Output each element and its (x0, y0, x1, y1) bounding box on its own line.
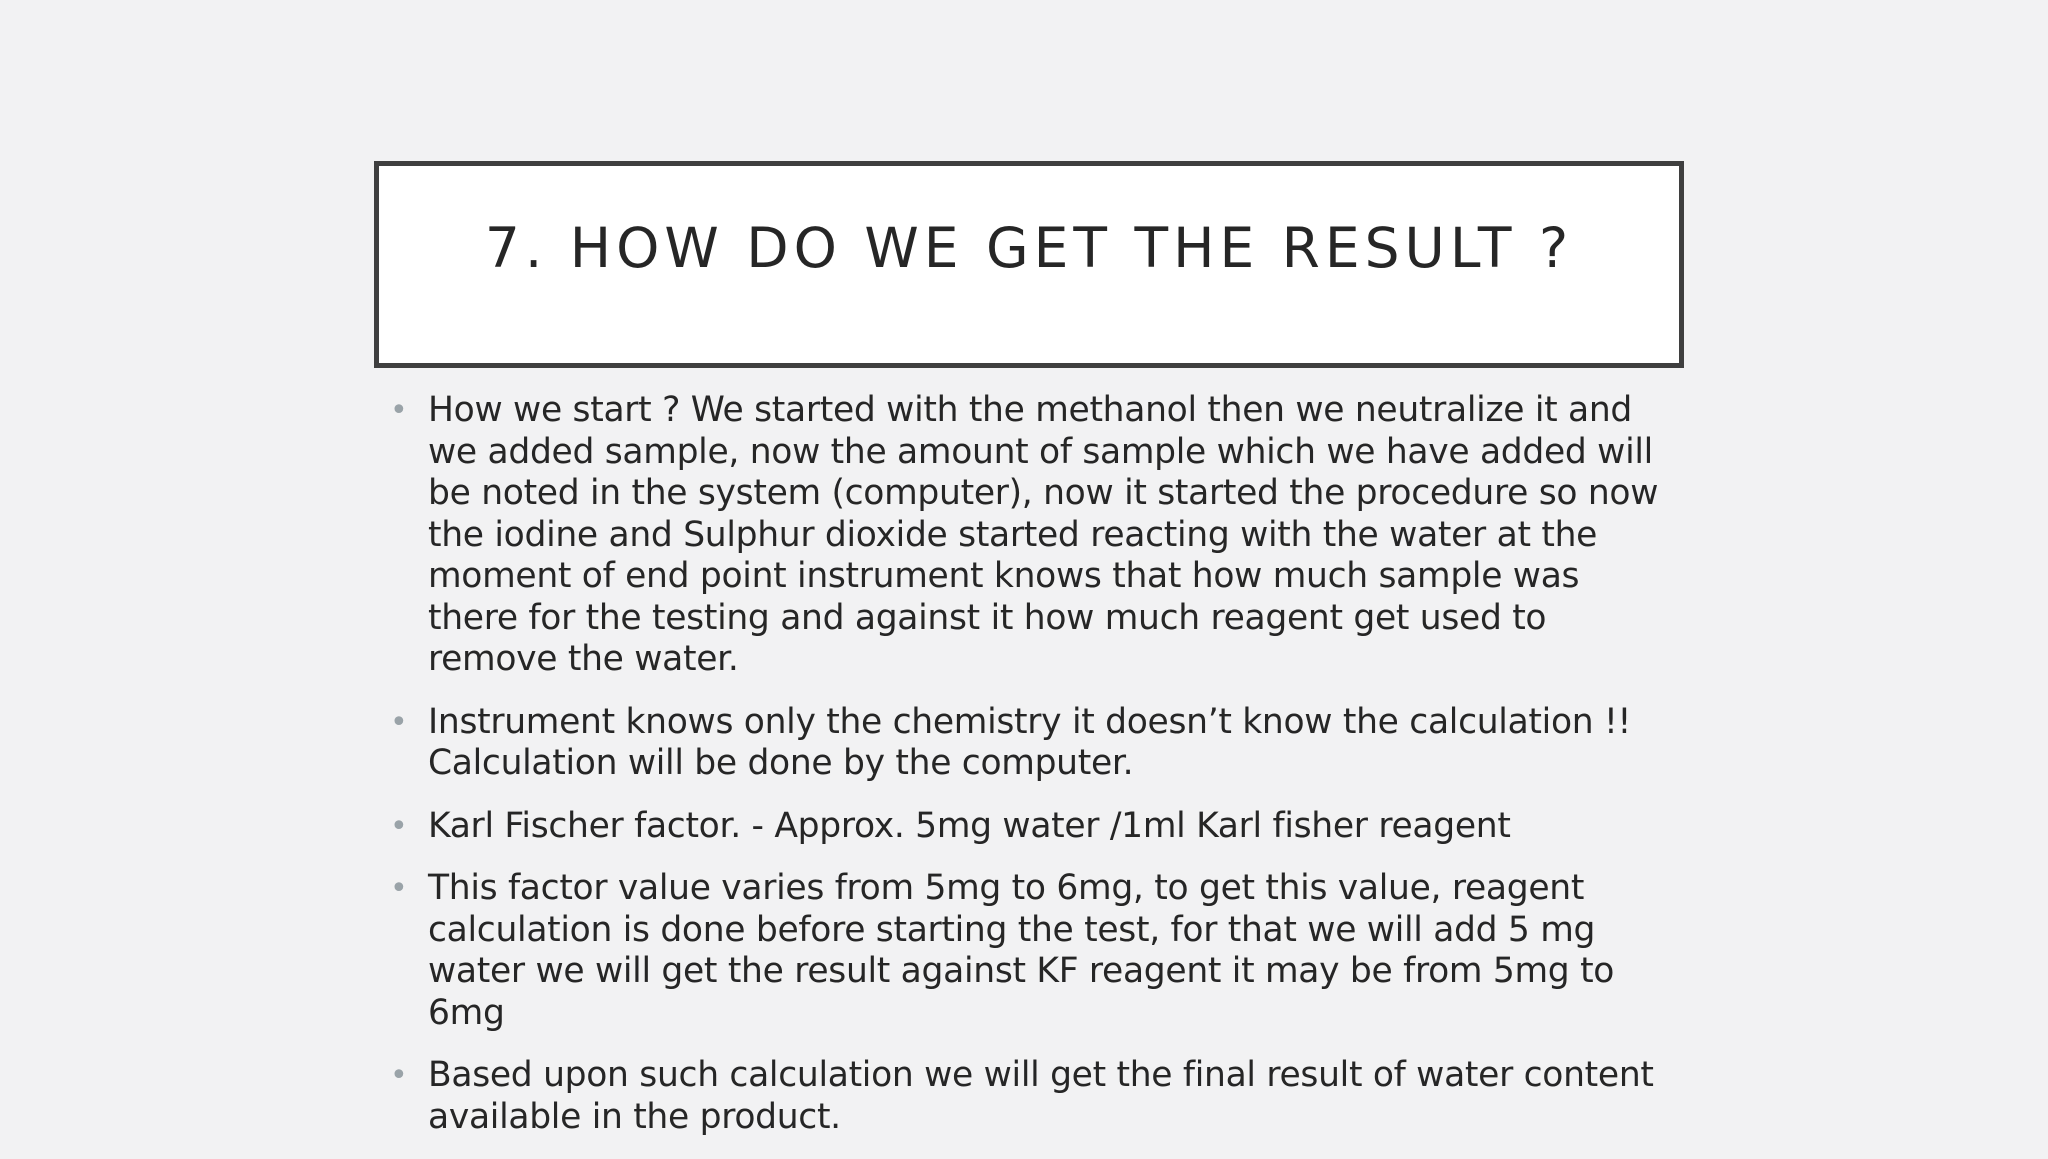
bullet-line: Based upon such calculation we will get the final result of water content (428, 1055, 1654, 1095)
title-box (374, 161, 1684, 368)
bullet-line: water we will get the result against KF reagent it may be from 5mg to (428, 951, 1615, 991)
bullet-line: there for the testing and against it how much reagent get used to (428, 597, 1547, 638)
bullet-line: This factor value varies from 5mg to 6mg, to get this value, reagent (428, 868, 1585, 908)
bullet-item (388, 702, 1688, 785)
bullet-line: How we start ? We started with the methanol then we neutralize it and (428, 390, 1633, 430)
bullet-dot-icon: • (390, 1058, 408, 1093)
bullet-line: 6mg (428, 992, 505, 1033)
bullet-line: Karl Fischer factor. - Approx. 5mg water /1ml Karl fisher reagent (428, 805, 1511, 846)
bullet-item (388, 1055, 1688, 1138)
bullet-item (388, 806, 1688, 848)
bullet-line: we added sample, now the amount of sample which we have added will (428, 431, 1653, 472)
bullet-dot-icon: • (390, 808, 408, 844)
bullet-dot-icon: • (390, 871, 408, 906)
bullet-item (388, 390, 1688, 681)
bullet-line: available in the product. (428, 1096, 841, 1137)
bullet-line: calculation is done before starting the test, for that we will add 5 mg (428, 909, 1596, 950)
bullet-line: the iodine and Sulphur dioxide started reacting with the water at the (428, 514, 1598, 555)
bullet-line: Calculation will be done by the computer. (428, 743, 1134, 783)
bullet-item (388, 868, 1688, 1034)
bullet-line: remove the water. (428, 639, 739, 679)
bullet-line: moment of end point instrument knows that how much sample was (428, 556, 1580, 596)
bullet-list (388, 390, 1688, 1159)
bullet-dot-icon: • (390, 393, 408, 428)
bullet-line: be noted in the system (computer), now it started the procedure so now (428, 473, 1659, 513)
slide-title: 7. HOW DO WE GET THE RESULT ? (484, 216, 1574, 280)
bullet-line: Instrument knows only the chemistry it doesn’t know the calculation !! (428, 701, 1632, 742)
bullet-dot-icon: • (390, 704, 408, 740)
